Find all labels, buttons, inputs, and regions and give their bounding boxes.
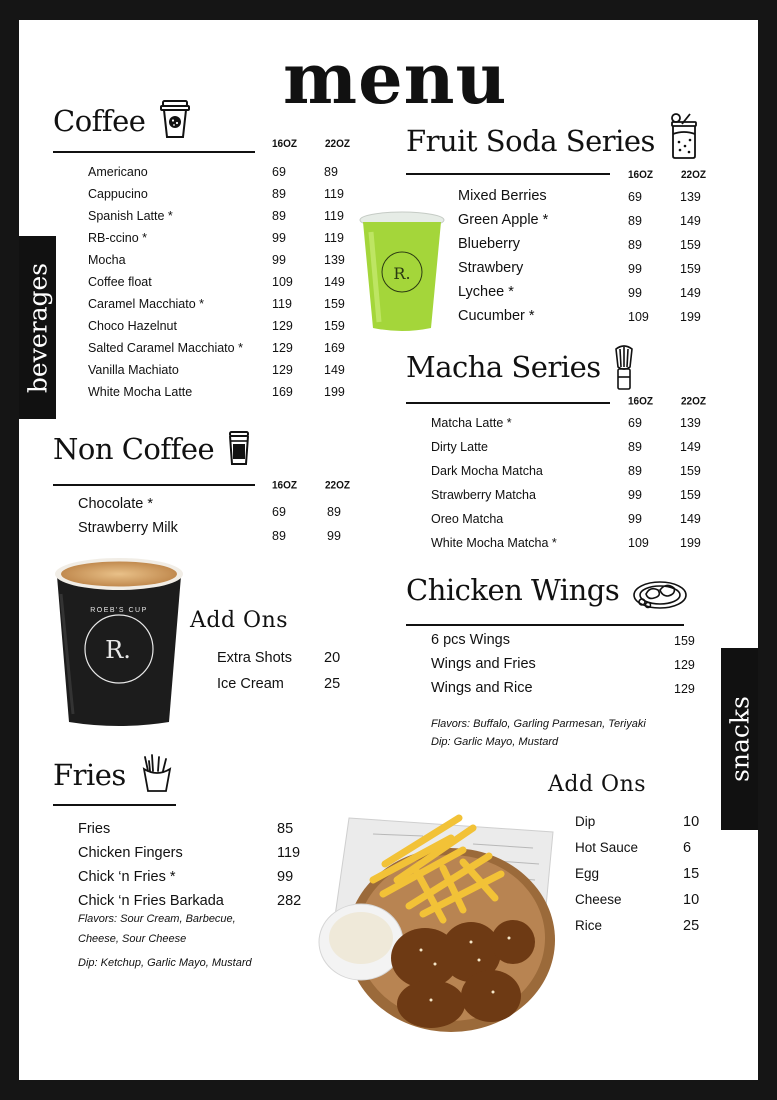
snack-addons-heading: Add Ons	[548, 772, 647, 797]
macha-rule	[406, 402, 610, 404]
noncoffee-col-16oz: 16OZ	[272, 479, 298, 492]
menu-item-name: Matcha Latte *	[431, 416, 512, 430]
cup-monogram: R.	[105, 636, 131, 664]
menu-item-name: Spanish Latte *	[88, 209, 173, 223]
menu-item-name: Strawberry Matcha	[431, 488, 536, 502]
price-16oz: 109	[628, 536, 649, 550]
price-16oz: 99	[272, 231, 286, 245]
price-16oz: 99	[628, 262, 642, 276]
price-16oz: 89	[628, 214, 642, 228]
menu-item-price: 15	[683, 866, 700, 882]
side-tab-beverages	[19, 236, 56, 419]
menu-item-name: Mocha	[88, 253, 126, 267]
non-coffee-rule	[53, 484, 255, 486]
menu-item-price: 99	[277, 869, 294, 885]
price-16oz: 89	[628, 464, 642, 478]
menu-item-name: Mixed Berries	[458, 188, 547, 204]
soda-cup-monogram: R.	[393, 264, 411, 283]
price-16oz: 89	[272, 187, 286, 201]
price-16oz: 89	[628, 238, 642, 252]
wings-dip: Dip: Garlic Mayo, Mustard	[431, 736, 559, 748]
menu-page	[19, 20, 758, 1080]
price-22oz: 139	[680, 416, 701, 430]
menu-item-name: Cappucino	[88, 187, 148, 201]
menu-item-name: Wings and Fries	[431, 656, 536, 672]
soda-col-22oz: 22OZ	[681, 169, 707, 182]
menu-item-name: Coffee float	[88, 275, 152, 289]
menu-item-name: Hot Sauce	[575, 840, 639, 855]
noncoffee-col-22oz: 22OZ	[325, 479, 351, 492]
price-22oz: 139	[680, 190, 701, 204]
price-16oz: 109	[628, 310, 649, 324]
menu-item-name: White Mocha Latte	[88, 385, 193, 399]
price-22oz: 149	[680, 512, 701, 526]
menu-item-name: Egg	[575, 866, 600, 881]
price-16oz: 69	[272, 165, 286, 179]
price-22oz: 149	[680, 440, 701, 454]
price-16oz: 129	[272, 319, 293, 333]
menu-item-name: Blueberry	[458, 236, 521, 252]
menu-item-price: 85	[277, 821, 294, 837]
menu-title: menu	[283, 37, 508, 120]
menu-item-name: White Mocha Matcha *	[431, 536, 557, 550]
coffee-col-22oz: 22OZ	[325, 138, 351, 151]
price-16oz: 129	[272, 341, 293, 355]
macha-col-22oz: 22OZ	[681, 395, 707, 408]
price-22oz: 199	[324, 385, 345, 399]
menu-item-name: Dark Mocha Matcha	[431, 464, 543, 478]
fries-icon	[139, 753, 175, 793]
menu-item-price: 159	[674, 634, 695, 648]
non-coffee-heading: Non Coffee	[53, 432, 215, 466]
wings-rule	[406, 624, 684, 626]
menu-item-name: Salted Caramel Macchiato *	[88, 341, 243, 355]
wings-plate-icon	[632, 576, 688, 610]
menu-item-name: Choco Hazelnut	[88, 319, 177, 333]
menu-item-name: Lychee *	[458, 284, 514, 300]
price-22oz: 149	[324, 363, 345, 377]
menu-item-name: Dirty Latte	[431, 440, 488, 454]
side-tab-snacks	[721, 648, 758, 830]
menu-item-name: Chick ‘n Fries Barkada	[78, 893, 224, 909]
price-22oz: 139	[324, 253, 345, 267]
price-22oz: 159	[680, 464, 701, 478]
wings-flavors: Flavors: Buffalo, Garling Parmesan, Teriyaki	[431, 718, 646, 730]
coffee-rule	[53, 151, 255, 153]
coffee-cup-icon	[158, 97, 192, 139]
side-label-snacks: snacks	[725, 696, 754, 782]
coffee-col-16oz: 16OZ	[272, 138, 298, 151]
macha-heading: Macha Series	[406, 350, 601, 384]
menu-item-name: Oreo Matcha	[431, 512, 504, 526]
menu-item-name: Strawbery	[458, 260, 524, 276]
price-22oz: 159	[680, 238, 701, 252]
menu-item-price: 10	[683, 892, 700, 908]
fries-rule	[53, 804, 176, 806]
menu-item-name: Dip	[575, 814, 596, 829]
menu-item-price: 25	[683, 918, 700, 934]
menu-item-name: Vanilla Machiato	[88, 363, 179, 377]
fries-flavors-line2: Cheese, Sour Cheese	[78, 933, 187, 945]
fries-dip: Dip: Ketchup, Garlic Mayo, Mustard	[78, 957, 252, 969]
fruit-soda-rule	[406, 173, 610, 175]
price-22oz: 89	[324, 165, 338, 179]
price-16oz: 69	[628, 190, 642, 204]
price-16oz: 129	[272, 363, 293, 377]
coffee-cup-photo	[51, 554, 187, 730]
menu-item-name: Fries	[78, 821, 111, 837]
price-22oz: 159	[680, 262, 701, 276]
price-22oz: 119	[324, 209, 344, 223]
drink-addons-heading: Add Ons	[190, 608, 289, 633]
macha-col-16oz: 16OZ	[628, 395, 654, 408]
menu-item-price: 6	[683, 840, 692, 856]
menu-item-price: 10	[683, 814, 700, 830]
price-22oz: 149	[680, 214, 701, 228]
price-22oz: 199	[680, 536, 701, 550]
menu-item-name: Americano	[88, 165, 148, 179]
menu-item-name: Extra Shots	[217, 650, 292, 666]
menu-item-price: 25	[324, 676, 341, 692]
menu-item-name: Chicken Fingers	[78, 845, 183, 861]
price-22oz: 89	[327, 505, 341, 519]
price-22oz: 169	[324, 341, 345, 355]
menu-item-name: 6 pcs Wings	[431, 632, 510, 648]
menu-item-name: Cucumber *	[458, 308, 535, 324]
price-22oz: 119	[324, 231, 344, 245]
soda-col-16oz: 16OZ	[628, 169, 654, 182]
fruit-soda-heading: Fruit Soda Series	[406, 124, 655, 158]
menu-item-price: 129	[674, 682, 695, 696]
price-16oz: 99	[628, 512, 642, 526]
price-16oz: 89	[628, 440, 642, 454]
price-22oz: 159	[324, 319, 345, 333]
iced-coffee-icon	[227, 430, 251, 466]
price-22oz: 159	[324, 297, 345, 311]
fries-chicken-photo	[313, 810, 561, 1036]
menu-item-price: 129	[674, 658, 695, 672]
menu-item-price: 20	[324, 650, 341, 666]
price-22oz: 159	[680, 488, 701, 502]
menu-item-name: Chick ‘n Fries *	[78, 869, 176, 885]
price-16oz: 169	[272, 385, 293, 399]
price-22oz: 99	[327, 529, 341, 543]
menu-item-name: Strawberry Milk	[78, 520, 178, 536]
coffee-heading: Coffee	[53, 104, 146, 138]
soda-cup-photo	[359, 210, 445, 334]
mason-jar-icon	[668, 112, 702, 160]
price-16oz: 69	[628, 416, 642, 430]
fries-heading: Fries	[53, 758, 126, 792]
price-22oz: 119	[324, 187, 344, 201]
price-16oz: 69	[272, 505, 286, 519]
price-16oz: 89	[272, 529, 286, 543]
menu-item-name: Green Apple *	[458, 212, 549, 228]
matcha-whisk-icon	[612, 345, 636, 391]
price-16oz: 99	[272, 253, 286, 267]
price-16oz: 109	[272, 275, 293, 289]
price-22oz: 149	[324, 275, 345, 289]
price-16oz: 119	[272, 297, 292, 311]
cup-brand-text: ROEB'S CUP	[90, 607, 148, 614]
menu-item-price: 119	[277, 845, 301, 861]
menu-item-name: Caramel Macchiato *	[88, 297, 205, 311]
price-16oz: 99	[628, 286, 642, 300]
side-label-beverages: beverages	[23, 262, 52, 393]
price-16oz: 99	[628, 488, 642, 502]
menu-item-name: Rice	[575, 918, 603, 933]
menu-item-name: RB-ccino *	[88, 231, 148, 245]
wings-heading: Chicken Wings	[406, 573, 620, 607]
fries-flavors-line1: Flavors: Sour Cream, Barbecue,	[78, 913, 236, 925]
menu-item-name: Chocolate *	[78, 496, 153, 512]
menu-item-name: Wings and Rice	[431, 680, 533, 696]
price-22oz: 149	[680, 286, 701, 300]
menu-item-price: 282	[277, 893, 302, 909]
price-22oz: 199	[680, 310, 701, 324]
menu-item-name: Cheese	[575, 892, 622, 907]
price-16oz: 89	[272, 209, 286, 223]
menu-item-name: Ice Cream	[217, 676, 284, 692]
